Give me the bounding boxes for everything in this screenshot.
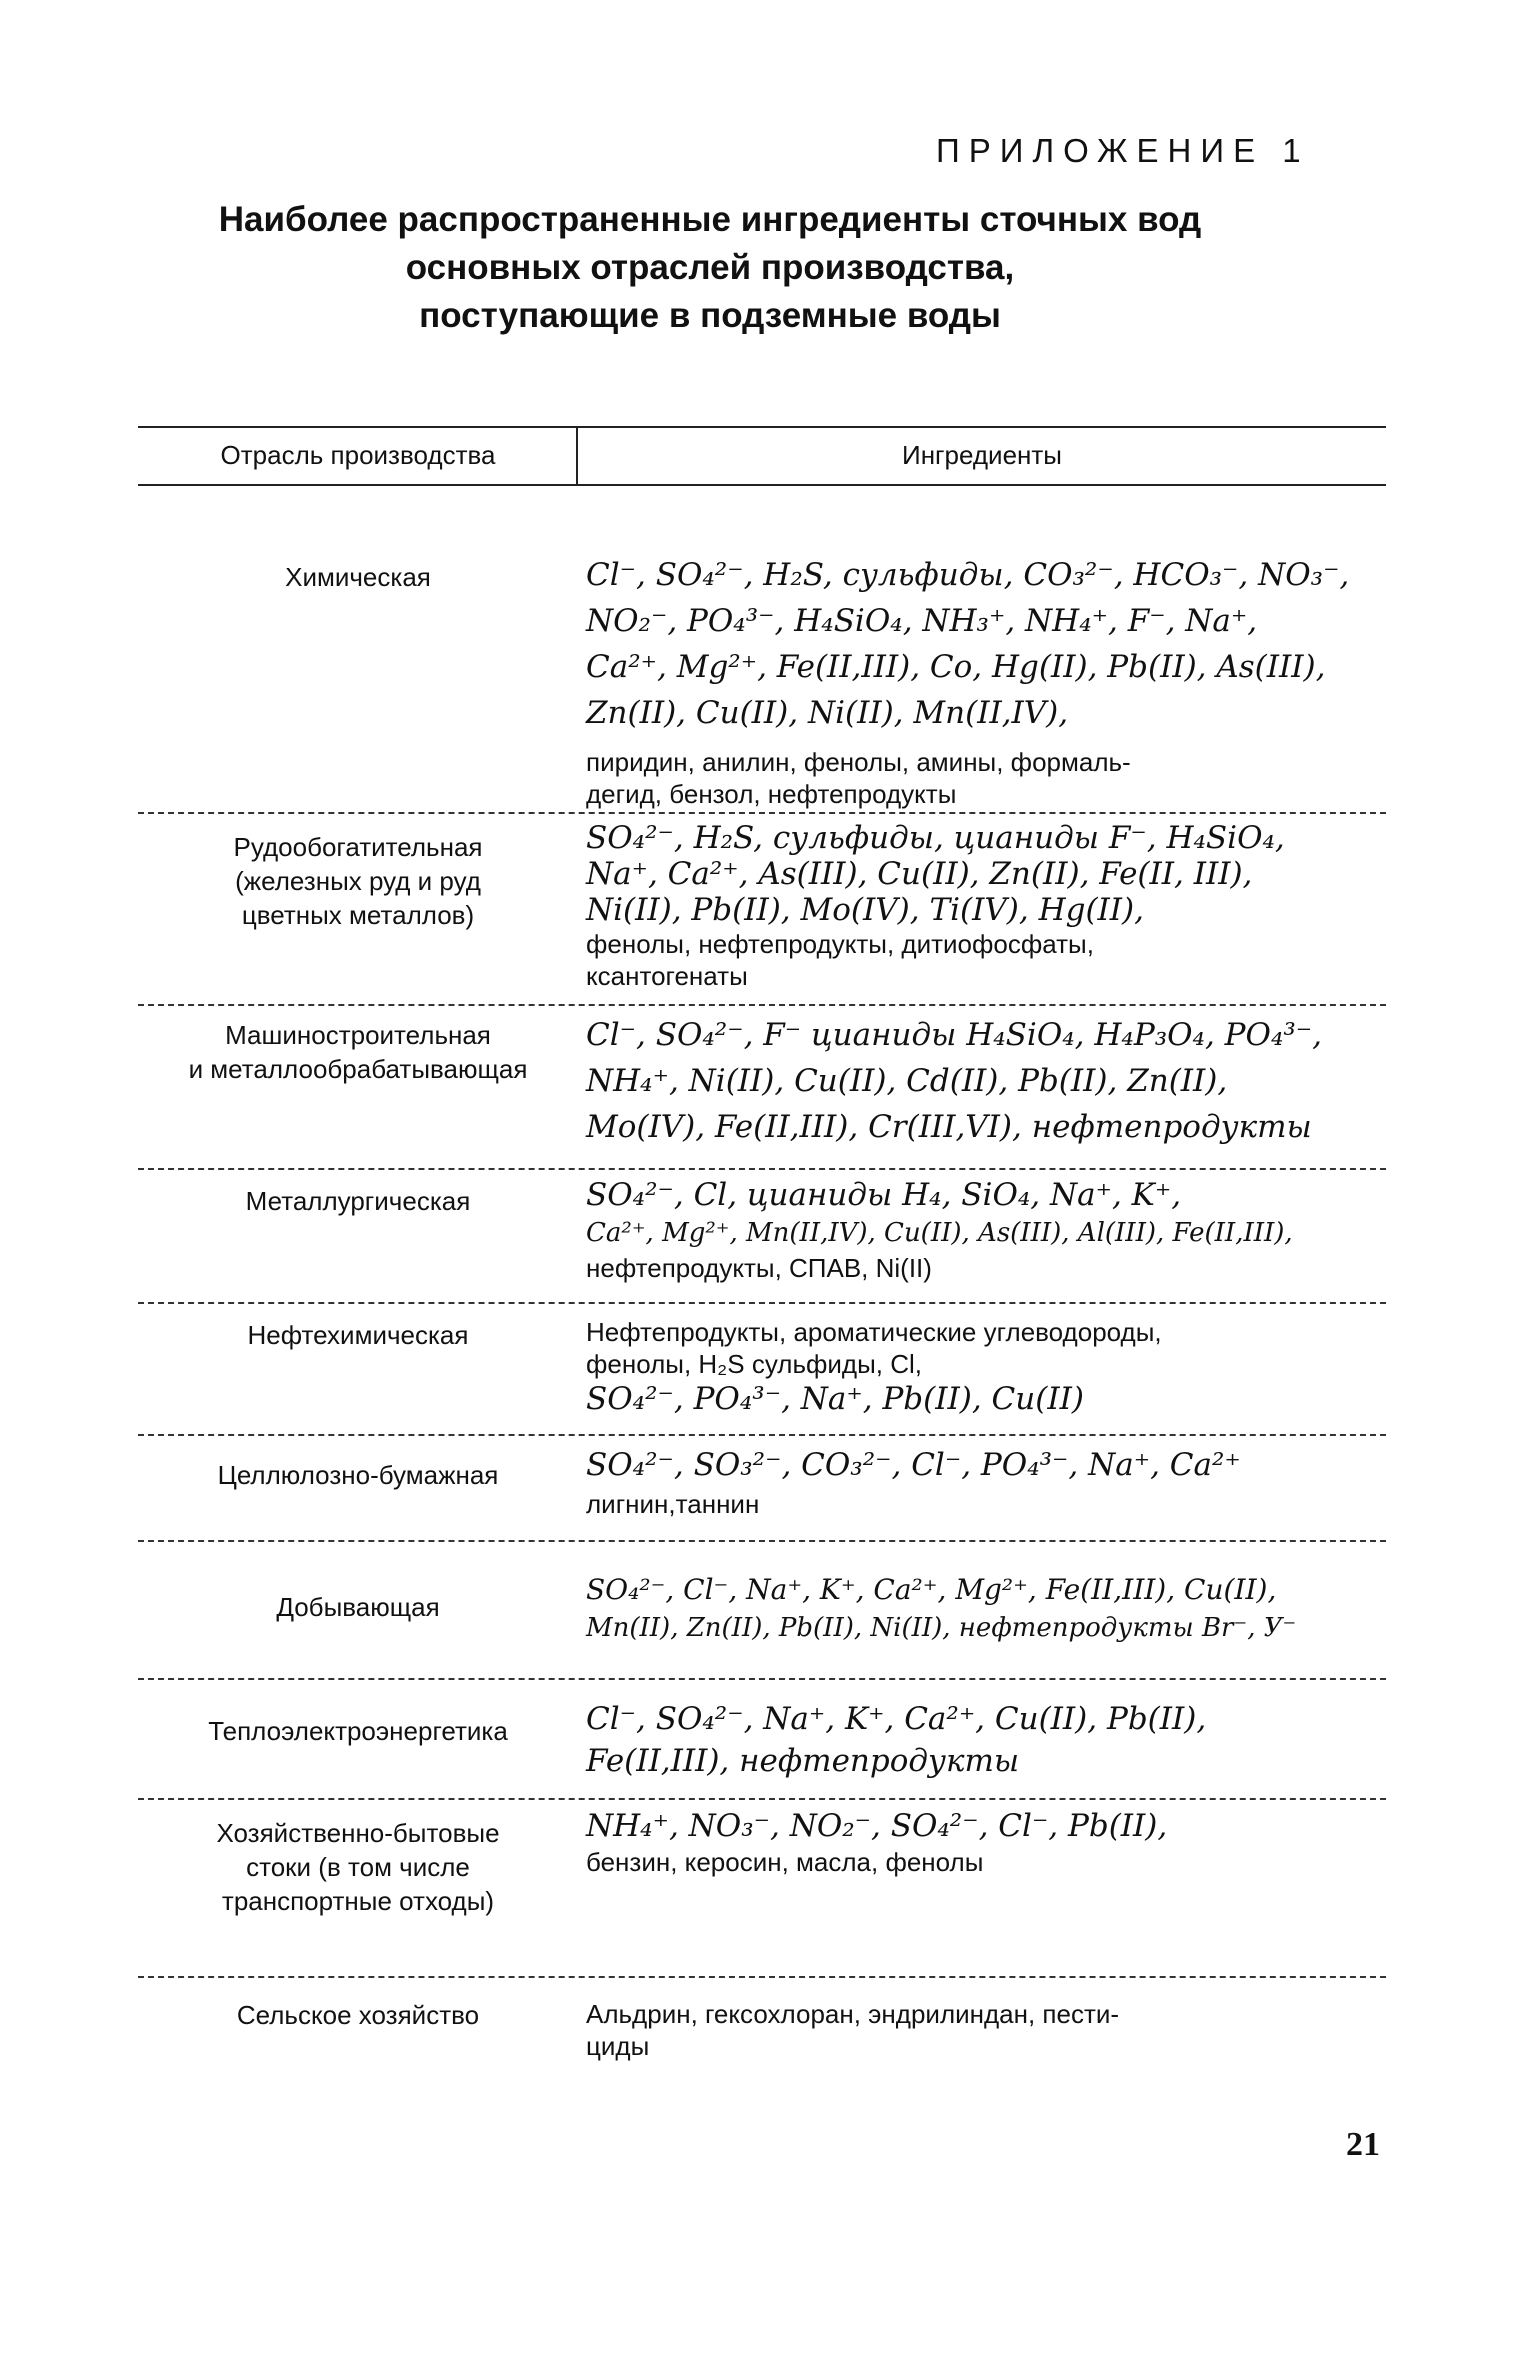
sector-line: (железных руд и руд bbox=[235, 866, 481, 896]
sector-cell bbox=[138, 1184, 578, 1218]
sector-line: Добывающая bbox=[276, 1592, 440, 1622]
sector-cell bbox=[138, 1018, 578, 1086]
sector-cell bbox=[138, 830, 578, 932]
formula-line: Cl⁻, SO₄²⁻, F⁻ цианиды H₄SiO₄, H₄P₃O₄, PO₄³⁻, bbox=[586, 1017, 1323, 1053]
formula-line: NO₂⁻, PO₄³⁻, H₄SiO₄, NH₃⁺, NH₄⁺, F⁻, Na⁺, bbox=[586, 603, 1258, 639]
sector-line: Теплоэлектроэнергетика bbox=[208, 1716, 508, 1746]
sector-line: Рудообогатительная bbox=[233, 832, 483, 862]
sector-line: Металлургическая bbox=[245, 1186, 471, 1216]
title-line: Наиболее распространенные ингредиенты сточных вод bbox=[218, 200, 1202, 239]
row-divider bbox=[138, 1004, 1386, 1006]
ingredients-cell bbox=[586, 1570, 1386, 1646]
sector-line: Хозяйственно-бытовые bbox=[216, 1818, 500, 1848]
formula-line: SO₄²⁻, H₂S, сульфиды, цианиды F⁻, H₄SiO₄, bbox=[586, 820, 1285, 856]
ingredients-cell bbox=[586, 1012, 1386, 1150]
sector-cell bbox=[138, 1998, 578, 2032]
ingredients-cell bbox=[586, 1442, 1386, 1520]
formula-line: Cl⁻, SO₄²⁻, Na⁺, K⁺, Ca²⁺, Cu(II), Pb(II), bbox=[586, 1701, 1207, 1737]
formula-line: Zn(II), Cu(II), Ni(II), Mn(II,IV), bbox=[586, 695, 1069, 731]
formula-line: Fe(II,III), нефтепродукты bbox=[586, 1743, 1020, 1779]
sector-cell bbox=[138, 560, 578, 594]
row-divider bbox=[138, 1434, 1386, 1436]
appendix-label: ПРИЛОЖЕНИЕ 1 bbox=[936, 132, 1310, 169]
text-line: нефтепродукты, СПАВ, Ni(II) bbox=[586, 1253, 932, 1283]
formula-line: Ni(II), Pb(II), Mo(IV), Ti(IV), Hg(II), bbox=[586, 892, 1144, 928]
title-line: основных отраслей производства, bbox=[405, 248, 1015, 287]
ingredients-cell bbox=[586, 1176, 1386, 1284]
formula-line: SO₄²⁻, Cl, цианиды H₄, SiO₄, Na⁺, K⁺, bbox=[586, 1177, 1182, 1213]
page-title bbox=[160, 196, 1260, 340]
formula-line: Na⁺, Ca²⁺, As(III), Cu(II), Zn(II), Fe(II, III), bbox=[586, 856, 1253, 892]
sector-cell bbox=[138, 1714, 578, 1748]
text-line: Альдрин, гексохлоран, эндрилиндан, пести- bbox=[586, 1999, 1120, 2029]
formula-line: SO₄²⁻, PO₄³⁻, Na⁺, Pb(II), Cu(II) bbox=[586, 1381, 1084, 1417]
title-line: поступающие в подземные воды bbox=[419, 296, 1001, 335]
formula-line: NH₄⁺, NO₃⁻, NO₂⁻, SO₄²⁻, Cl⁻, Pb(II), bbox=[586, 1808, 1168, 1844]
text-line: лигнин,таннин bbox=[586, 1489, 760, 1519]
sector-line: Машиностроительная bbox=[225, 1020, 491, 1050]
table-top-rule bbox=[138, 426, 1386, 428]
ingredients-cell bbox=[586, 1998, 1386, 2062]
column-header-sector: Отрасль производства bbox=[220, 440, 496, 470]
sector-cell bbox=[138, 1318, 578, 1352]
formula-line: Ca²⁺, Mg²⁺, Fe(II,III), Co, Hg(II), Pb(II), As(III), bbox=[586, 649, 1326, 685]
row-divider bbox=[138, 1798, 1386, 1800]
sector-line: стоки (в том числе bbox=[246, 1852, 470, 1882]
ingredients-cell bbox=[586, 552, 1386, 810]
text-line: Нефтепродукты, ароматические углеводороды, bbox=[586, 1317, 1162, 1347]
sector-cell bbox=[138, 1458, 578, 1492]
formula-line: SO₄²⁻, Cl⁻, Na⁺, K⁺, Ca²⁺, Mg²⁺, Fe(II,III), Cu(II), bbox=[586, 1573, 1277, 1606]
sector-line: Целлюлозно-бумажная bbox=[217, 1460, 499, 1490]
text-line: бензин, керосин, масла, фенолы bbox=[586, 1847, 984, 1877]
text-line: дегид, бензол, нефтепродукты bbox=[586, 779, 957, 809]
formula-line: SO₄²⁻, SO₃²⁻, CO₃²⁻, Cl⁻, PO₄³⁻, Na⁺, Ca²⁺ bbox=[586, 1447, 1241, 1483]
formula-line: Mo(IV), Fe(II,III), Cr(III,VI), нефтепродукты bbox=[586, 1109, 1312, 1145]
formula-line: Mn(II), Zn(II), Pb(II), Ni(II), нефтепродукты Br⁻, У⁻ bbox=[586, 1613, 1297, 1643]
sector-cell bbox=[138, 1816, 578, 1918]
ingredients-cell bbox=[586, 1316, 1386, 1418]
ingredients-cell bbox=[586, 1806, 1386, 1878]
row-divider bbox=[138, 1976, 1386, 1978]
row-divider bbox=[138, 1302, 1386, 1304]
sector-line: Сельское хозяйство bbox=[236, 2000, 480, 2030]
sector-line: Химическая bbox=[285, 562, 431, 592]
ingredients-cell bbox=[586, 1698, 1386, 1782]
formula-line: NH₄⁺, Ni(II), Cu(II), Cd(II), Pb(II), Zn(II), bbox=[586, 1063, 1228, 1099]
page-number: 21 bbox=[1346, 2126, 1380, 2163]
text-line: пиридин, анилин, фенолы, амины, формаль- bbox=[586, 747, 1131, 777]
header-bottom-rule bbox=[138, 484, 1386, 486]
row-divider bbox=[138, 1168, 1386, 1170]
sector-line: и металлообрабатывающая bbox=[188, 1054, 528, 1084]
text-line: ксантогенаты bbox=[586, 961, 748, 991]
text-line: фенолы, H₂S сульфиды, Cl, bbox=[586, 1349, 922, 1379]
sector-line: Нефтехимическая bbox=[247, 1320, 469, 1350]
text-line: фенолы, нефтепродукты, дитиофосфаты, bbox=[586, 929, 1094, 959]
text-line: циды bbox=[586, 2031, 650, 2061]
sector-cell bbox=[138, 1590, 578, 1624]
formula-line: Cl⁻, SO₄²⁻, H₂S, сульфиды, CO₃²⁻, HCO₃⁻, NO₃⁻, bbox=[586, 557, 1350, 593]
formula-line: Ca²⁺, Mg²⁺, Mn(II,IV), Cu(II), As(III), Al(III), Fe(II,III), bbox=[586, 1218, 1293, 1248]
row-divider bbox=[138, 1540, 1386, 1542]
sector-line: транспортные отходы) bbox=[221, 1886, 495, 1916]
column-header-ingredients: Ингредиенты bbox=[902, 440, 1062, 470]
row-divider bbox=[138, 812, 1386, 814]
sector-line: цветных металлов) bbox=[241, 900, 475, 930]
ingredients-cell bbox=[586, 820, 1386, 992]
row-divider bbox=[138, 1678, 1386, 1680]
